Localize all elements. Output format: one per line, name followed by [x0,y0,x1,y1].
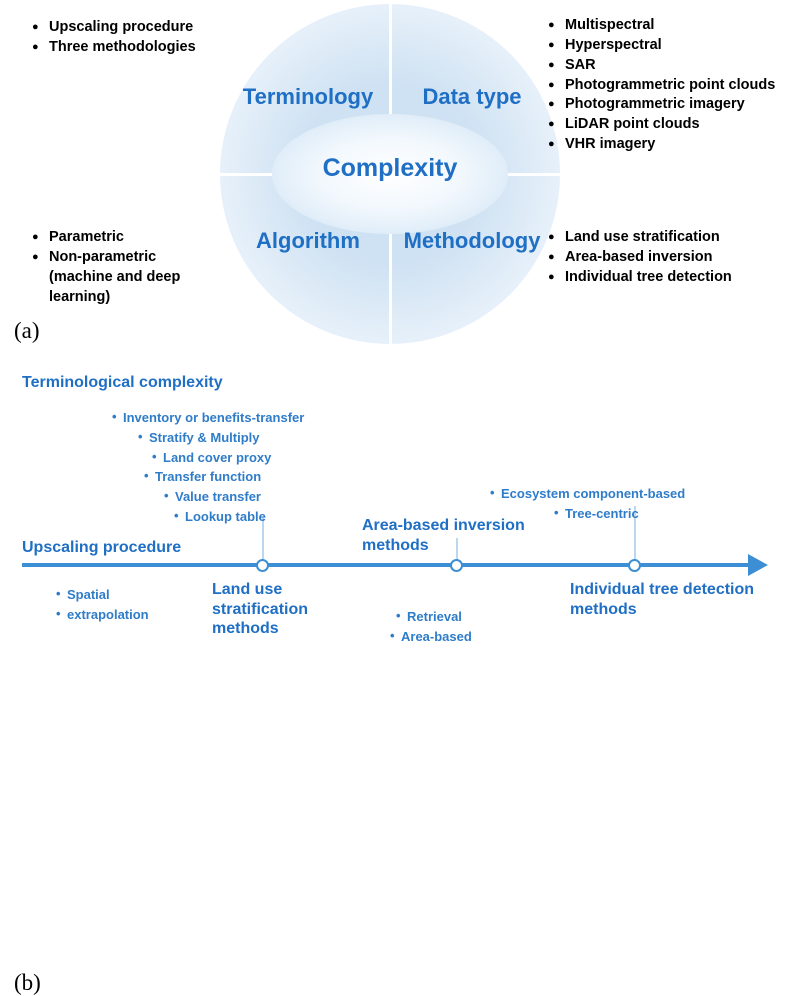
sub-list-land-use-stratification [112,408,304,527]
methodology-bullet-list [548,228,788,288]
list-item: • Tree-centric [554,504,685,524]
timeline-arrow-head [748,554,768,576]
algorithm-bullet-list [32,228,222,307]
sub-list-area-based-inversion [396,607,472,647]
panel-a-complexity-diagram [0,0,792,352]
list-item: • Retrieval [396,607,472,627]
stage-label-individual-tree-detection: Individual tree detection methods [570,581,755,618]
node-dot-land-use [256,559,269,572]
list-item: ● Upscaling procedure [32,18,232,38]
data-type-bullet-list [548,16,786,155]
complexity-circle [220,4,560,344]
list-item: ● Land use stratification [548,228,788,248]
list-item-continuation: • extrapolation [56,605,149,625]
list-item: ● Area-based inversion [548,248,788,268]
list-item: ● Three methodologies [32,38,232,58]
terminology-bullet-list [32,18,232,58]
list-item: ● Photogrammetric imagery [548,95,786,115]
list-item: • Value transfer [164,487,304,507]
list-item: • Spatial [56,585,149,605]
list-item: ● Hyperspectral [548,36,786,56]
sub-list-individual-tree-detection [490,484,685,524]
quadrant-label-algorithm: Algorithm [256,228,360,253]
panel-b-timeline-diagram [0,352,792,995]
stage-label-area-based-inversion: Area-based inversion methods [362,517,525,554]
list-item: • Lookup table [174,507,304,527]
list-item: • Inventory or benefits-transfer [112,408,304,428]
list-item: ● Non-parametric (machine and deep learning) [32,248,222,308]
quadrant-label-terminology: Terminology [242,84,374,109]
list-item: ● Parametric [32,228,222,248]
node-dot-area-based [450,559,463,572]
timeline-axis [22,563,752,567]
sub-list-upscaling-procedure [56,585,149,625]
quadrant-label-methodology: Methodology [403,228,541,253]
list-item: ● Individual tree detection [548,268,788,288]
list-item: • Transfer function [144,467,304,487]
timeline-title: Terminological complexity [22,374,223,391]
center-label-complexity: Complexity [322,154,458,182]
quadrant-label-data-type: Data type [422,84,522,109]
list-item: • Land cover proxy [152,448,304,468]
list-item: ● Multispectral [548,16,786,36]
list-item: • Ecosystem component-based [490,484,685,504]
list-item: ● LiDAR point clouds [548,115,786,135]
panel-a-label: (a) [14,318,40,343]
panel-b-label: (b) [14,970,41,995]
list-item: ● Photogrammetric point clouds [548,76,786,96]
stage-label-land-use-stratification: Land use stratification methods [212,581,309,638]
node-dot-individual-tree [628,559,641,572]
list-item: ● SAR [548,56,786,76]
list-item: ● VHR imagery [548,135,786,155]
list-item: • Stratify & Multiply [138,428,304,448]
stage-label-upscaling-procedure: Upscaling procedure [22,539,182,556]
list-item: • Area-based [390,627,472,647]
